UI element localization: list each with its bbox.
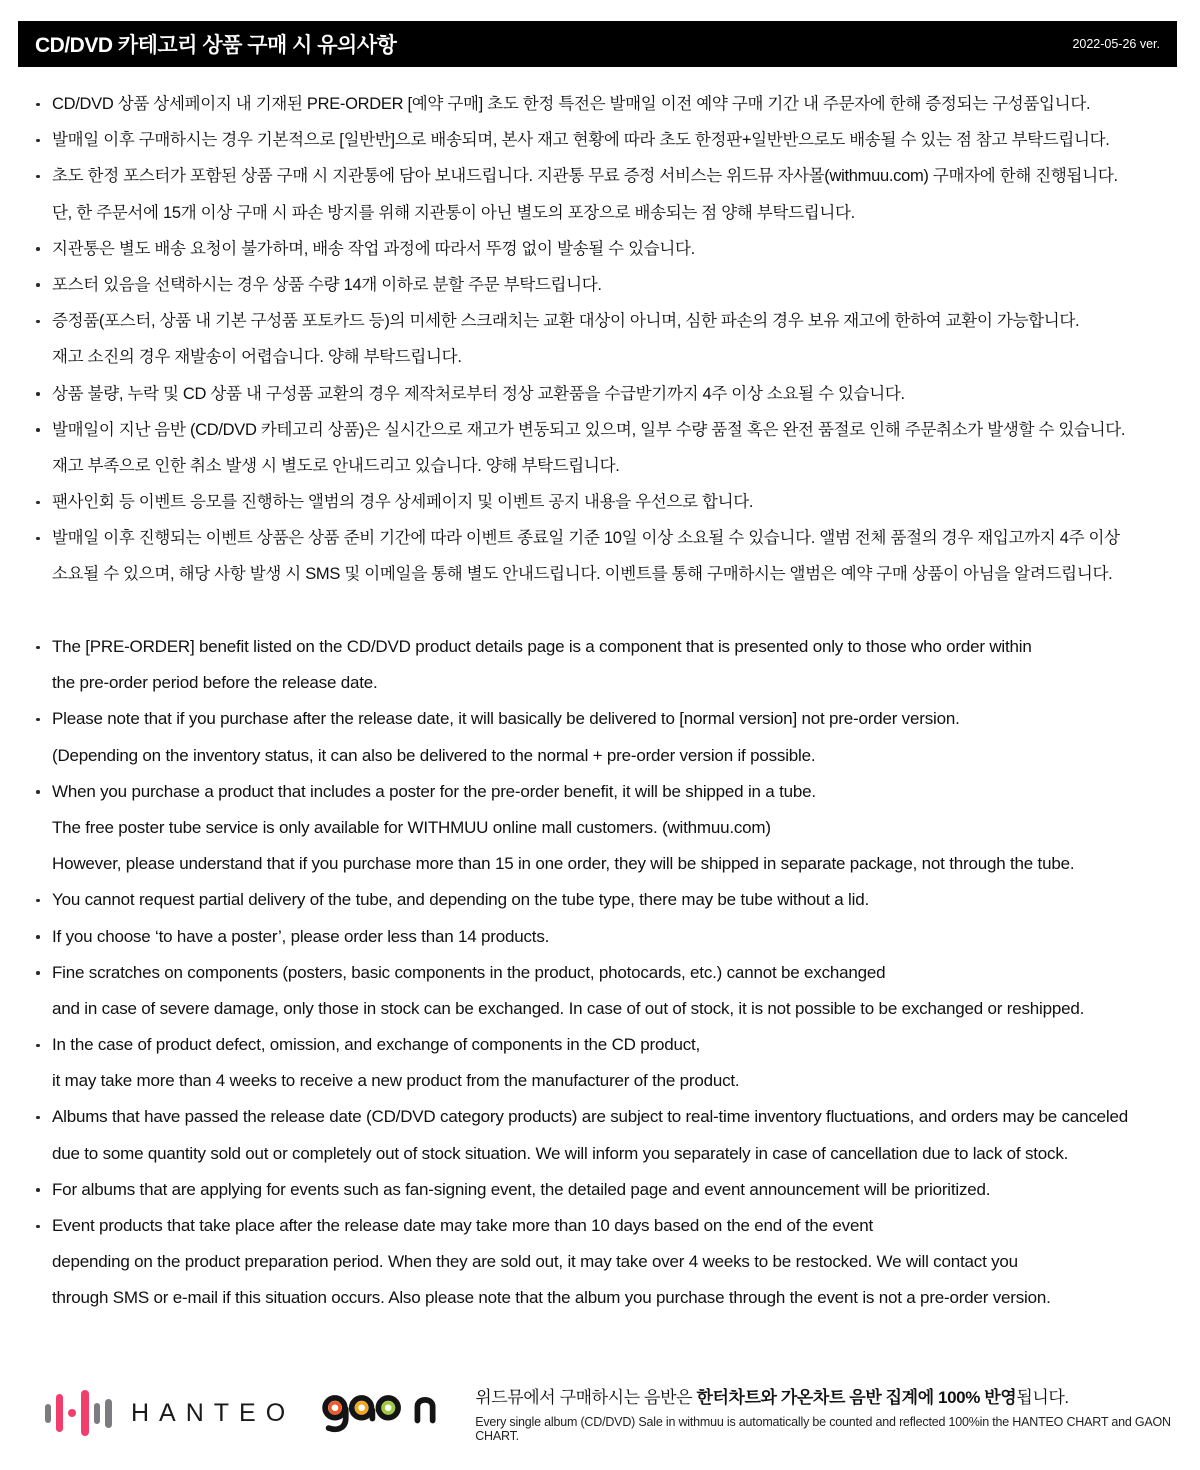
header-bar [18,21,1177,67]
list-item [36,86,1186,122]
notice-text: (Depending on the inventory status, it can also be delivered to the normal + pre-order version if possible. [52,745,816,765]
notice-text: CD/DVD 상품 상세페이지 내 기재된 PRE-ORDER [예약 구매] 초도 한정 특전은 발매일 이전 예약 구매 기간 내 주문자에 한해 증정되는 구성품입니다. [52,95,1091,113]
bullet-dot-icon [36,701,52,737]
bullet-dot-icon [36,882,52,918]
bullet-dot-icon [36,629,52,665]
gaon-wordmark-icon [321,1391,439,1436]
notice-text: 발매일 이후 구매하시는 경우 기본적으로 [일반반]으로 배송되며, 본사 재고 현황에 따라 초도 한정판+일반반으로도 배송될 수 있는 점 참고 부탁드립니다. [52,131,1110,150]
notice-text: Fine scratches on components (posters, basic components in the product, photocards, etc.) cannot be exchanged [52,962,886,982]
list-item [36,1136,1186,1172]
notice-text: In the case of product defect, omission, and exchange of components in the CD product, [52,1035,701,1055]
bullet-dot-icon [36,412,52,448]
footer-ko-bold: 한터차트와 가온차트 음반 집계에 100% 반영 [696,1388,1017,1407]
bullet-dot-icon [36,267,52,303]
notice-text: If you choose ‘to have a poster’, please order less than 14 products. [52,926,550,946]
list-item [36,629,1186,665]
notice-text: 초도 한정 포스터가 포함된 상품 구매 시 지관통에 담아 보내드립니다. 지관통 무료 증정 서비스는 위드뮤 자사몰(withmuu.com) 구매자에 한해 진행됩니다. [52,167,1118,186]
list-item [36,1172,1186,1208]
list-item [36,774,1186,810]
notice-text: Albums that have passed the release date (CD/DVD category products) are subject to real-time inventory fluctuations, and orders may be canceled [52,1107,1129,1127]
gaon-logo [321,1391,439,1436]
footer-text-block [475,1383,1200,1443]
notice-text: Event products that take place after the release date may take more than 10 days based on the end of the event [52,1216,873,1235]
notice-text: The free poster tube service is only available for WITHMUU online mall customers. (withmuu.com) [52,817,771,837]
notice-text: and in case of severe damage, only those in stock can be exchanged. In case of out of stock, it is not possible to be exchanged or reshipped. [52,998,1085,1018]
list-item [36,1244,1186,1280]
list-item [36,1063,1186,1099]
notice-text: depending on the product preparation period. When they are sold out, it may take over 4 weeks to be restocked. We will contact you [52,1252,1018,1272]
footer-ko-prefix: 위드뮤에서 구매하시는 음반은 [475,1388,697,1407]
bullet-dot-icon [36,1172,52,1208]
list-item [36,991,1186,1027]
bullet-dot-icon [36,955,52,991]
bullet-dot-icon [36,376,52,412]
footer-english-line: Every single album (CD/DVD) Sale in withmuu is automatically be counted and reflected 100%in the HANTEO CHART and GAON CHART. [475,1415,1171,1443]
list-item [36,919,1186,955]
bullet-dot-icon [36,774,52,810]
notice-text: it may take more than 4 weeks to receive a new product from the manufacturer of the product. [52,1071,740,1091]
list-item [36,846,1186,882]
list-item [36,882,1186,918]
notice-text: When you purchase a product that includes a poster for the pre-order benefit, it will be shipped in a tube. [52,781,816,801]
notice-text: due to some quantity sold out or completely out of stock situation. We will inform you separately in case of cancellation due to lack of stock. [52,1143,1069,1163]
bullet-dot-icon [36,520,52,556]
bullet-dot-icon [36,158,52,194]
list-item [36,267,1186,303]
list-item [36,1099,1186,1135]
bullet-dot-icon [36,303,52,339]
notice-text: 재고 소진의 경우 재발송이 어렵습니다. 양해 부탁드립니다. [52,348,462,367]
notice-text: 재고 부족으로 인한 취소 발생 시 별도로 안내드리고 있습니다. 양해 부탁드립니다. [52,456,620,475]
list-item [36,738,1186,774]
footer-korean-line [475,1383,1200,1408]
version-label: 2022-05-26 ver. [1072,37,1160,51]
page-title: CD/DVD 카테고리 상품 구매 시 유의사항 [35,34,397,57]
list-item [36,520,1186,556]
bullet-dot-icon [36,231,52,267]
bullet-dot-icon [36,1099,52,1135]
list-item [36,448,1186,484]
bullet-dot-icon [36,1208,52,1244]
list-item [36,376,1186,412]
notice-text: You cannot request partial delivery of the tube, and depending on the tube type, there may be tube without a lid. [52,890,869,910]
notice-text: through SMS or e-mail if this situation occurs. Also please note that the album you purchase through the event is not a pre-order version. [52,1288,1051,1308]
notice-text: 상품 불량, 누락 및 CD 상품 내 구성품 교환의 경우 제작처로부터 정상 교환품을 수급받기까지 4주 이상 소요될 수 있습니다. [52,384,905,403]
list-item [36,701,1186,737]
list-item [36,556,1186,592]
bullet-dot-icon [36,919,52,955]
footer-ko-suffix: 됩니다. [1016,1388,1069,1407]
list-item [36,231,1186,267]
notice-text: 포스터 있음을 선택하시는 경우 상품 수량 14개 이하로 분할 주문 부탁드립니다. [52,275,602,294]
english-notices-list [36,629,1186,1317]
notice-text: For albums that are applying for events such as fan-signing event, the detailed page and event announcement will be prioritized. [52,1179,991,1199]
list-item [36,158,1186,194]
notice-text: 발매일이 지난 음반 (CD/DVD 카테고리 상품)은 실시간으로 재고가 변동되고 있으며, 일부 수량 품절 혹은 완전 품절로 인해 주문취소가 발생할 수 있습니다. [52,420,1126,439]
hanteo-soundbar-icon [45,1385,112,1441]
list-item [36,303,1186,339]
notice-text: 단, 한 주문서에 15개 이상 구매 시 파손 방지를 위해 지관통이 아닌 별도의 포장으로 배송되는 점 양해 부탁드립니다. [52,203,855,222]
list-item [36,665,1186,701]
list-item [36,810,1186,846]
list-item [36,1027,1186,1063]
notice-text: However, please understand that if you purchase more than 15 in one order, they will be shipped in separate package, not through the tube. [52,854,1075,874]
korean-notices-list [36,86,1186,593]
list-item [36,1208,1186,1244]
bullet-dot-icon [36,122,52,158]
bullet-dot-icon [36,1027,52,1063]
list-item [36,195,1186,231]
hanteo-logo [45,1385,295,1441]
bullet-dot-icon [36,86,52,122]
hanteo-wordmark: HANTEO [131,1398,296,1427]
notice-text: 팬사인회 등 이벤트 응모를 진행하는 앨범의 경우 상세페이지 및 이벤트 공지 내용을 우선으로 합니다. [52,493,754,512]
notice-text: The [PRE-ORDER] benefit listed on the CD/DVD product details page is a component that is presented only to those who order within [52,637,1032,656]
notice-text: Please note that if you purchase after the release date, it will basically be delivered to [normal version] not pre-order version. [52,709,960,729]
list-item [36,412,1186,448]
notice-text: 증정품(포스터, 상품 내 기본 구성품 포토카드 등)의 미세한 스크래치는 교환 대상이 아니며, 심한 파손의 경우 보유 재고에 한하여 교환이 가능합니다. [52,312,1080,331]
notice-text: the pre-order period before the release date. [52,673,378,693]
notice-text: 소요될 수 있으며, 해당 사항 발생 시 SMS 및 이메일을 통해 별도 안내드립니다. 이벤트를 통해 구매하시는 앨범은 예약 구매 상품이 아님을 알려드립니다. [52,565,1113,584]
list-item [36,955,1186,991]
list-item [36,122,1186,158]
bullet-dot-icon [36,484,52,520]
list-item [36,484,1186,520]
list-item [36,339,1186,375]
footer [45,1383,1200,1443]
list-item [36,1280,1186,1316]
notice-text: 지관통은 별도 배송 요청이 불가하며, 배송 작업 과정에 따라서 뚜껑 없이 발송될 수 있습니다. [52,239,695,258]
notice-text: 발매일 이후 진행되는 이벤트 상품은 상품 준비 기간에 따라 이벤트 종료일 기준 10일 이상 소요될 수 있습니다. 앨범 전체 품절의 경우 재입고까지 4주 이상 [52,529,1120,548]
